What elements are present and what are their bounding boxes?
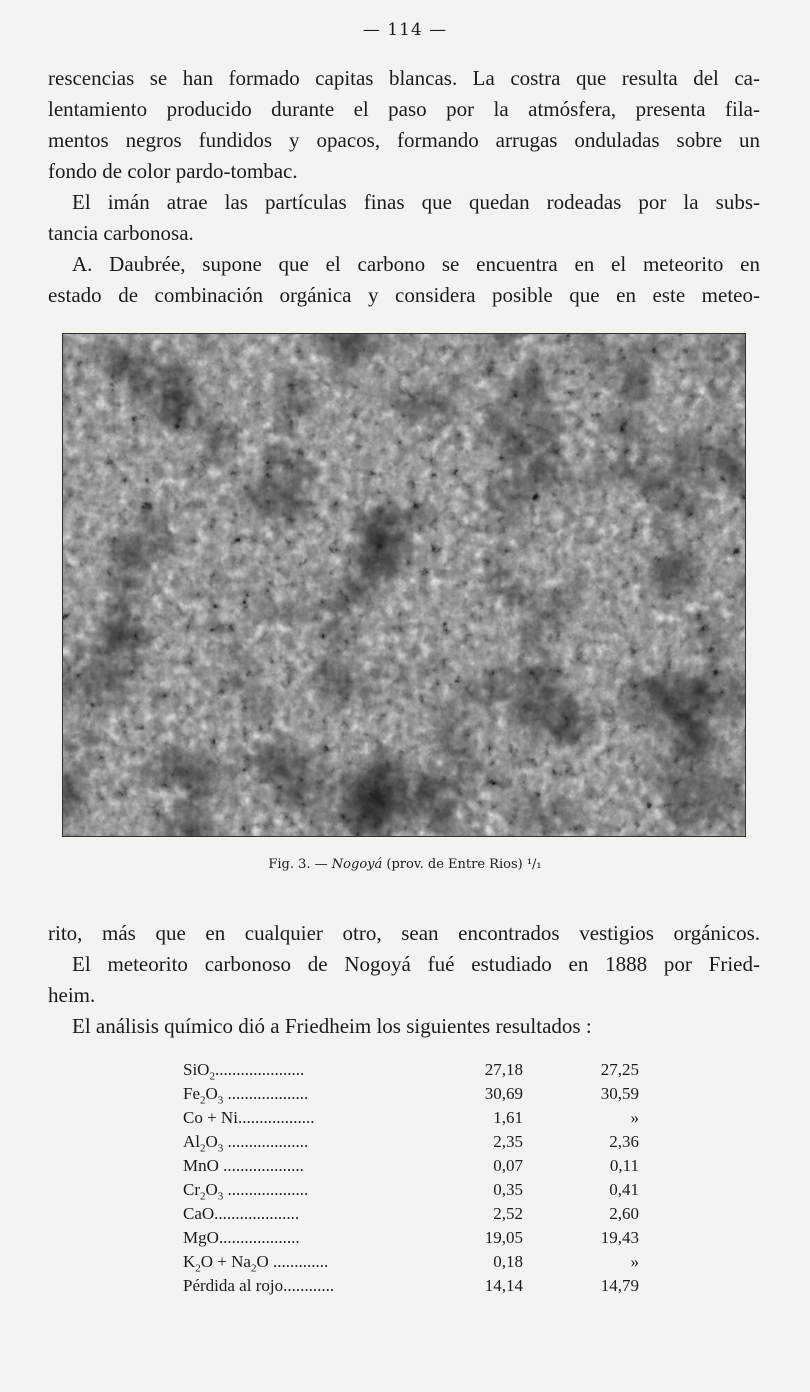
compound-name bbox=[183, 1154, 423, 1178]
compound-name bbox=[183, 1082, 423, 1106]
value-analysis-1: 30,69 bbox=[484, 1084, 523, 1103]
value-analysis-2: » bbox=[630, 1252, 639, 1271]
table-row bbox=[183, 1154, 643, 1178]
text-line: mentos negros fundidos y opacos, formando arrugas onduladas sobre un bbox=[48, 128, 760, 152]
formula-part: 3 bbox=[217, 1190, 224, 1202]
text-line: rescencias se han formado capitas blancas. La costra que resulta del ca- bbox=[48, 66, 760, 90]
text-line: rito, más que en cualquier otro, sean encontrados vestigios orgánicos. bbox=[48, 921, 760, 945]
value-analysis-1: 0,07 bbox=[493, 1156, 523, 1175]
chemical-analysis-table bbox=[183, 1058, 643, 1298]
value-analysis-1: 2,35 bbox=[493, 1132, 523, 1151]
text-line: A. Daubrée, supone que el carbono se encuentra en el meteorito en bbox=[72, 252, 760, 276]
value-analysis-1: 1,61 bbox=[493, 1108, 523, 1127]
figure-name: Nogoyá bbox=[331, 857, 383, 872]
table-row bbox=[183, 1130, 643, 1154]
leader-dots: ................... bbox=[223, 1132, 309, 1151]
value-analysis-1: 19,05 bbox=[484, 1228, 523, 1247]
leader-dots: ................... bbox=[218, 1228, 300, 1247]
text-line: El imán atrae las partículas finas que quedan rodeadas por la subs- bbox=[72, 190, 760, 214]
value-analysis-1: 27,18 bbox=[484, 1060, 523, 1079]
leader-dots: ................... bbox=[218, 1156, 304, 1175]
body-text-top bbox=[48, 63, 760, 311]
leader-dots: .................... bbox=[214, 1204, 300, 1223]
text-line: heim. bbox=[48, 983, 96, 1007]
table-row bbox=[183, 1274, 643, 1298]
meteorite-photograph bbox=[62, 333, 746, 837]
figure-scale: ¹/₁ bbox=[526, 857, 542, 872]
value-analysis-1: 14,14 bbox=[484, 1276, 523, 1295]
formula-part: SiO bbox=[183, 1060, 210, 1079]
formula-part: 3 bbox=[217, 1094, 224, 1106]
figure-detail: (prov. de Entre Rios) bbox=[386, 857, 523, 872]
table-row bbox=[183, 1058, 643, 1082]
formula-part: 2 bbox=[200, 1142, 206, 1154]
formula-part: O bbox=[205, 1180, 218, 1199]
text-line: El meteorito carbonoso de Nogoyá fué estudiado en 1888 por Fried- bbox=[72, 952, 760, 976]
body-text-bottom bbox=[48, 918, 760, 1042]
formula-part: CaO bbox=[183, 1204, 215, 1223]
table-row bbox=[183, 1082, 643, 1106]
value-analysis-1: 2,52 bbox=[493, 1204, 523, 1223]
table-row bbox=[183, 1250, 643, 1274]
formula-part: Pérdida al rojo bbox=[183, 1276, 284, 1295]
formula-part: 2 bbox=[200, 1190, 206, 1202]
formula-part: O bbox=[256, 1252, 269, 1271]
value-analysis-2: 27,25 bbox=[600, 1060, 639, 1079]
value-analysis-2: 2,60 bbox=[609, 1204, 639, 1223]
formula-part: MgO bbox=[183, 1228, 219, 1247]
compound-name bbox=[183, 1250, 423, 1274]
leader-dots: ............ bbox=[283, 1276, 335, 1295]
compound-name bbox=[183, 1202, 423, 1226]
compound-name bbox=[183, 1058, 423, 1082]
compound-name bbox=[183, 1274, 423, 1298]
formula-part: 3 bbox=[217, 1142, 224, 1154]
formula-part: 2 bbox=[195, 1262, 201, 1274]
value-analysis-2: 0,11 bbox=[609, 1156, 639, 1175]
compound-name bbox=[183, 1226, 423, 1250]
text-line: lentamiento producido durante el paso por la atmósfera, presenta fila- bbox=[48, 97, 760, 121]
figure-label: Fig. 3. — bbox=[268, 857, 328, 872]
leader-dots: .................. bbox=[237, 1108, 315, 1127]
meteorite-surface-texture bbox=[63, 334, 745, 836]
formula-part: MnO bbox=[183, 1156, 219, 1175]
formula-part: O bbox=[205, 1084, 218, 1103]
table-row bbox=[183, 1106, 643, 1130]
text-line: El análisis químico dió a Friedheim los siguientes resultados : bbox=[72, 1014, 592, 1038]
formula-part: K bbox=[183, 1252, 196, 1271]
value-analysis-2: 19,43 bbox=[600, 1228, 639, 1247]
value-analysis-1: 0,18 bbox=[493, 1252, 523, 1271]
figure-caption bbox=[0, 857, 810, 872]
leader-dots: ................... bbox=[223, 1084, 309, 1103]
formula-part: Fe bbox=[183, 1084, 200, 1103]
table-row bbox=[183, 1226, 643, 1250]
leader-dots: ................... bbox=[223, 1180, 309, 1199]
formula-part: O + Na bbox=[200, 1252, 251, 1271]
text-line: estado de combinación orgánica y considera posible que en este meteo- bbox=[48, 283, 760, 307]
value-analysis-2: 14,79 bbox=[600, 1276, 639, 1295]
formula-part: O bbox=[205, 1132, 218, 1151]
formula-part: Al bbox=[183, 1132, 200, 1151]
formula-part: Cr bbox=[183, 1180, 200, 1199]
compound-name bbox=[183, 1178, 423, 1202]
value-analysis-2: » bbox=[630, 1108, 639, 1127]
formula-part: 2 bbox=[250, 1262, 257, 1274]
value-analysis-2: 30,59 bbox=[600, 1084, 639, 1103]
formula-part: 2 bbox=[200, 1094, 206, 1106]
formula-part: Co + Ni bbox=[183, 1108, 238, 1127]
formula-part: 2 bbox=[209, 1070, 215, 1082]
compound-name bbox=[183, 1106, 423, 1130]
leader-dots: ..................... bbox=[214, 1060, 305, 1079]
page-number: — 114 — bbox=[362, 20, 448, 40]
compound-name bbox=[183, 1130, 423, 1154]
value-analysis-2: 2,36 bbox=[609, 1132, 639, 1151]
table-row bbox=[183, 1202, 643, 1226]
value-analysis-1: 0,35 bbox=[493, 1180, 523, 1199]
value-analysis-2: 0,41 bbox=[609, 1180, 639, 1199]
text-line: tancia carbonosa. bbox=[48, 221, 194, 245]
table-row bbox=[183, 1178, 643, 1202]
leader-dots: ............. bbox=[268, 1252, 329, 1271]
text-line: fondo de color pardo-tombac. bbox=[48, 159, 298, 183]
